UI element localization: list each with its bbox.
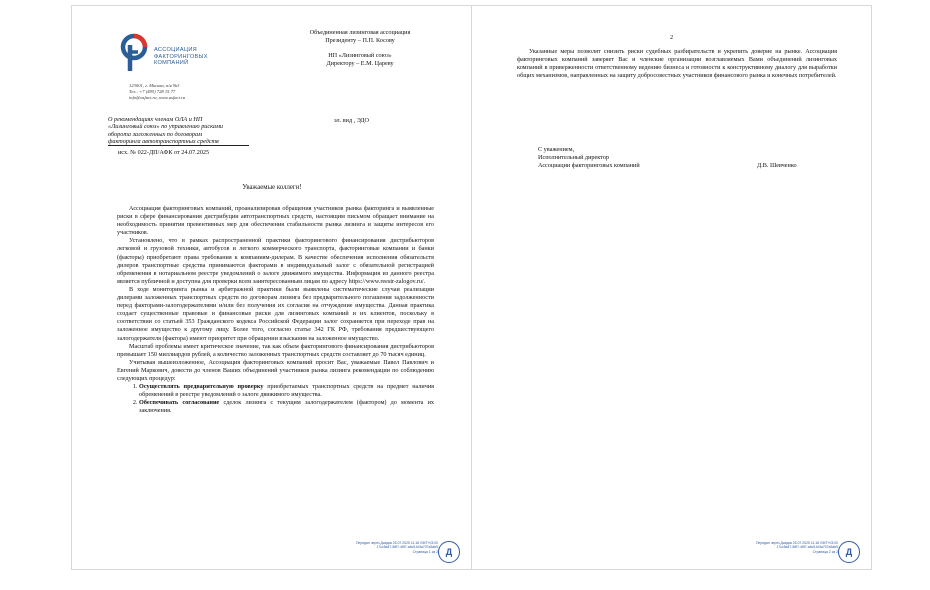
subject-line-1: О рекомендациях членам ОЛА и НП <box>108 116 203 123</box>
association-logo <box>117 31 217 75</box>
body-paragraph-1: Ассоциация факторинговых компаний, проанализировав обращения участников рынка факторинга и выявленные риски в сфере финансирования дистрибуции автотранспортных средств, настоящим письмом обращает внимание на необходимость принятия превентивных мер для обеспечения стабильности рынка лизинга и защиты интересов его участников. <box>117 205 434 237</box>
diadoc-stamp-text-1 <box>298 541 438 554</box>
sender-contacts <box>129 83 249 101</box>
signature-organization: Ассоциации факторинговых компаний <box>538 162 640 169</box>
addressee-line-4: Директору – Е.М. Цареву <box>326 60 394 67</box>
addressee-line-1: Объединенная лизинговая ассоциация <box>309 29 411 36</box>
subject-line-4: факторинга автотранспортных средств <box>108 138 249 146</box>
page-number: 2 <box>669 34 674 41</box>
stamp-line: 17cc5a47-58f7-46f7-abc9-bf4a707a5ab5 <box>376 545 438 550</box>
body-paragraph: Указанные меры позволят снизить риски судебных разбирательств и укрепить доверие на рынке. Ассоциация факторинговых компаний заверяет Вас и членские организации возглавляемых Вами объединений лизинговых компаний в приверженности ответственному ведению бизнеса и готовности к конструктивному диалогу для выработки общих механизмов, направленных на защиту добросовестных участников финансового рынка и конечных потребителей. <box>517 48 837 80</box>
list-item-text: приобретаемых транспортных средств на предмет наличия обременений в реестре уведомлений о залоге движимого имущества. <box>139 383 435 399</box>
addressee-line-2: Президенту – П.П. Косову <box>325 37 395 44</box>
signatory-name: Д.В. Шевченко <box>757 162 797 169</box>
stamp-line: Страница 2 из 2 <box>812 549 838 554</box>
stamp-line: 17cc5a47-58f7-46f7-abc9-bf4a707a5ab5 <box>776 545 838 550</box>
stamp-line: Передан через Диадок 25.07.2025 11:18 GMT+03:00 <box>356 541 438 545</box>
body-paragraph-4: Масштаб проблемы имеет критическое значение, так как объем факторингового финансирования дистрибьюторов превышает 150 миллиардов рублей, а количество заложенных транспортных средств составляет до 70 тысяч единиц. <box>117 342 434 358</box>
signature-position: Исполнительный директор <box>538 154 609 161</box>
list-item-text: сделок лизинга с текущим залогодержателем (фактором) до момента их заключения. <box>139 399 435 415</box>
subject-line-2: «Лизинговый союз» по управлению рисками <box>108 123 224 131</box>
logo-text-line-1: АССОЦИАЦИЯ <box>154 47 198 53</box>
letter-subject <box>108 116 278 146</box>
logo-text-line-2: ФАКТОРИНГОВЫХ <box>154 53 208 60</box>
signature-closing: С уважением, <box>538 146 575 153</box>
edo-note: эл. вид , ЭДО <box>334 117 369 124</box>
contact-web: info@asfact.ru, www.asfact.ru <box>129 95 186 100</box>
logo-mark-icon <box>117 31 151 75</box>
page2-body <box>517 48 837 80</box>
addressee-block <box>268 29 452 68</box>
subject-line-3: оборота заложенных по договорам <box>108 130 203 138</box>
recommendations-list <box>117 383 434 415</box>
letter-body <box>117 205 434 415</box>
document-page-1 <box>72 6 472 569</box>
outgoing-number: исх. № 022-ДП/АФК от 24.07.2025 <box>118 149 210 156</box>
stamp-line: Страница 1 из 2 <box>412 549 438 554</box>
diadoc-stamp-text-2 <box>698 541 838 554</box>
body-paragraph-5: Учитывая вышеизложенное, Ассоциация факторинговых компаний просит Вас, уважаемые Павел Павлович и Евгений Маркович, довести до членов Ваших объединений участников рынка лизинга рекомендации по соблюдению следующих процедур: <box>117 358 434 382</box>
greeting: Уважаемые коллеги! <box>242 184 302 191</box>
diadoc-badge-icon: Д <box>438 541 460 563</box>
list-item-bold: Осуществлять предварительную проверку <box>139 383 264 391</box>
list-item <box>139 399 434 415</box>
list-item-bold: Обеспечивать согласование <box>139 399 220 407</box>
list-item <box>139 383 434 399</box>
contact-address: 123001, г. Москва, а/я №3 <box>129 83 180 88</box>
logo-text-line-3: КОМПАНИЙ <box>154 60 189 67</box>
body-paragraph-3: В ходе мониторинга рынка и арбитражной практики были выявлены систематические случаи реализации дилерами заложенных транспортных средств по договорам лизинга без предварительного погашения задолженности перед факторами-залогодержателями и/или без получения их согласия на отчуждение имущества. Данная практика создает существенные правовые и финансовые риски для лизинговых компаний и их клиентов, поскольку в соответствии со статьей 353 Гражданского кодекса Российской Федерации залог сохраняется при переходе прав на заложенное имущество к другому лицу. Более того, согласно статье 342 ГК РФ, требования предшествующего залогодержателя (фактора) имеют приоритет при обращении взыскания на заложенное имущество. <box>117 285 434 342</box>
stamp-line: Передан через Диадок 25.07.2025 11:18 GMT+03:00 <box>756 541 838 545</box>
body-paragraph-2: Установлено, что в рамках распространенной практики факторингового финансирования дистрибьюторов легковой и грузовой техники, автобусов и легкого коммерческого транспорта, факторинговые компании и банки (факторы) приобретают права требования к компаниям-дилерам. В качестве обеспечения исполнения обязательств дилеров транспортные средства принимаются факторами в индивидуальный залог с обязательной регистрацией обременения в нотариальном реестре уведомлений о залоге движимого имущества. Информация из данного реестра является публичной и доступна для проверки всем заинтересованным лицам по адресу https://www.reestr-zalogov.ru/. <box>117 237 434 285</box>
addressee-line-3: НП «Лизинговый союз» <box>328 52 392 59</box>
contact-phone: Тел.: +7 (495) 728 15 77 <box>129 89 176 94</box>
diadoc-badge-icon: Д <box>838 541 860 563</box>
document-page-2 <box>472 6 871 569</box>
